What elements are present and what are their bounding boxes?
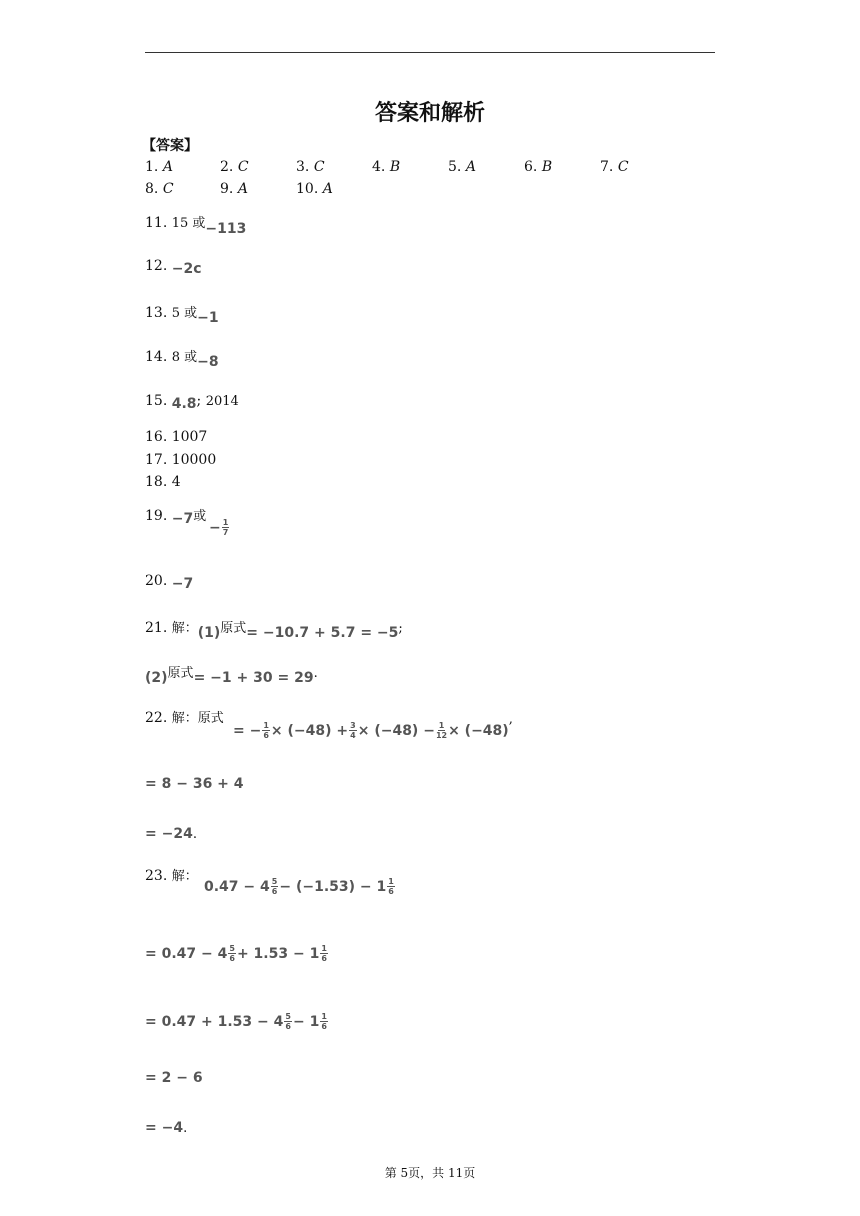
header-rule [145,52,715,53]
answer-21-part1: 21. 解：(1)原式= −10.7 + 5.7 = −5; [145,620,403,641]
answer-22-line1: = − $\frac{1}{6}$ × (−48) + $\frac{3}{4}$ × (−48) − $\frac{1}{12}$ × (−48), [233,712,513,740]
choice-answer-4: 4. B [372,159,401,175]
answer-18: 18. 4 [145,474,181,490]
answer-19-fraction: − $\frac{1}{7}$ [209,518,229,537]
answer-16: 16. 1007 [145,429,208,445]
answer-22-heading: 22. 解：原式 [145,710,224,726]
choice-answer-7: 7. C [600,159,629,175]
answer-17: 17. 10000 [145,452,217,468]
answers-label: 【答案】 [142,138,198,154]
answer-23-line2: = 0.47 − 4 $\frac{5}{6}$ + 1.53 − 1 $\frac{1}{6}$ [145,944,327,963]
choice-answer-10: 10. A [296,181,333,197]
choice-answer-3: 3. C [296,159,325,175]
answer-13: 13. 5 或−1 [145,305,219,326]
choice-answer-9: 9. A [220,181,248,197]
answer-11: 11. 15 或−113 [145,215,247,237]
choice-answer-6: 6. B [524,159,553,175]
answer-23-heading: 23. 解： [145,868,198,884]
answer-23-line1: 0.47 − 4 $\frac{5}{6}$ − (−1.53) − 1 $\frac{1}{6}$ [204,877,394,896]
answer-15: 15. 4.8; 2014 [145,393,239,412]
page-title: 答案和解析 [374,100,485,126]
answer-23-line5: = −4. [145,1120,188,1136]
answer-12: 12. −2c [145,258,202,277]
choice-answer-8: 8. C [145,181,174,197]
answer-23-line4: = 2 − 6 [145,1070,203,1086]
choice-answer-1: 1. A [145,159,173,175]
answer-23-line3: = 0.47 + 1.53 − 4 $\frac{5}{6}$ − 1 $\frac{1}{6}$ [145,1012,327,1031]
answer-22-line3: = −24. [145,826,197,842]
answer-19: 19. −7或 [145,508,207,527]
page-footer: 第 5页，共 11页 [384,1166,476,1180]
answer-21-part2: (2)原式= −1 + 30 = 29. [145,666,318,686]
choice-answer-5: 5. A [448,159,476,175]
choice-answer-2: 2. C [220,159,249,175]
answer-14: 14. 8 或−8 [145,349,219,370]
answer-22-line2: = 8 − 36 + 4 [145,776,244,792]
answer-20: 20. −7 [145,573,194,592]
